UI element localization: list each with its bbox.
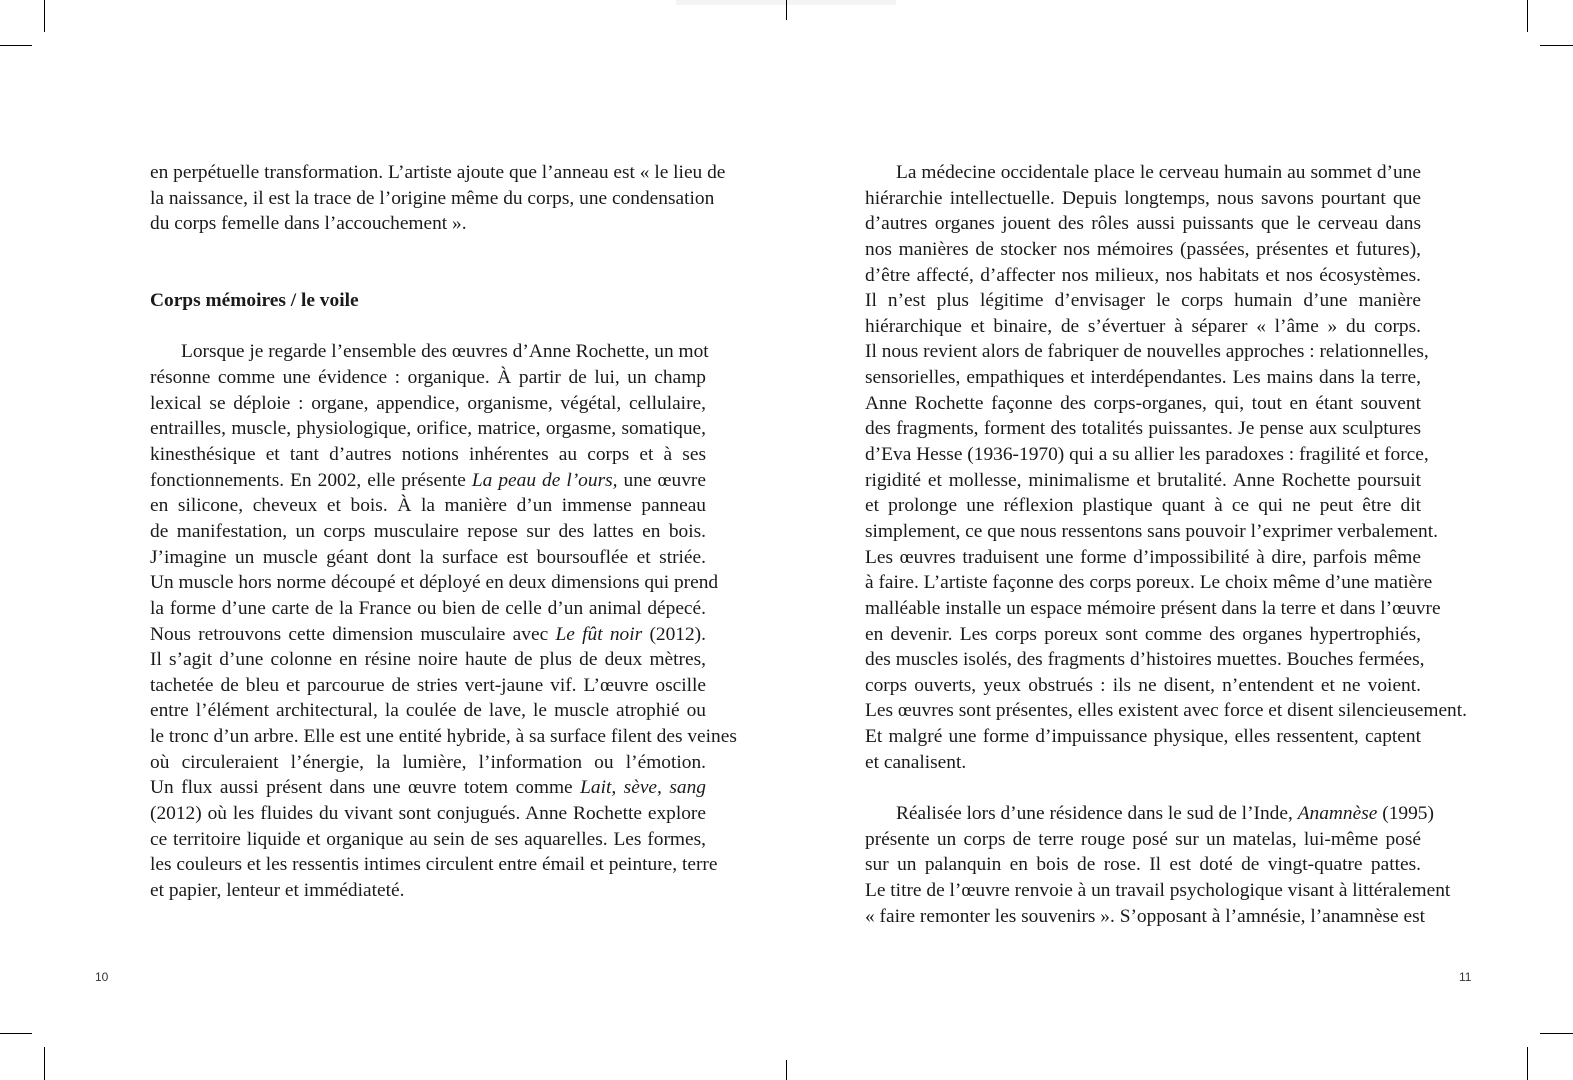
text-line: La médecine occidentale place le cerveau humain au sommet d’une — [896, 162, 1421, 183]
text-line: d’être affecté, d’affecter nos milieux, nos habitats et nos écosystèmes. — [865, 264, 1421, 286]
text-run: Un flux aussi présent dans une œuvre totem comme — [150, 777, 581, 799]
text-line: les couleurs et les ressentis intimes circulent entre émail et peinture, terre — [150, 854, 718, 876]
left-page — [0, 0, 786, 1080]
artwork-title: Anamnèse — [1297, 803, 1378, 825]
text-line: en devenir. Les corps poreux sont comme des organes hypertrophiés, — [865, 623, 1421, 645]
text-line: la forme d’une carte de la France ou bien de celle d’un animal dépecé. — [150, 597, 706, 619]
text-line: hiérarchie intellectuelle. Depuis longtemps, nous savons pourtant que — [865, 187, 1421, 209]
text-line: Un muscle hors norme découpé et déployé en deux dimensions qui prend — [150, 572, 719, 594]
text-run: Nous retrouvons cette dimension musculaire avec — [150, 623, 556, 645]
text-line: du corps femelle dans l’accouchement ». — [150, 213, 467, 235]
text-line: ce territoire liquide et organique au sein de ses aquarelles. Les formes, — [150, 828, 706, 850]
text-run: fonctionnements. En 2002, elle présente — [150, 469, 472, 491]
text-line — [150, 775, 706, 801]
body-paragraph — [865, 160, 1467, 775]
artwork-title: Lait, sève, sang — [580, 777, 706, 799]
right-text-block — [865, 160, 1467, 929]
page-number: 10 — [95, 970, 109, 984]
text-line: tachetée de bleu et parcourue de stries vert-jaune vif. L’œuvre oscille — [150, 674, 706, 696]
text-line: où circuleraient l’énergie, la lumière, l’information ou l’émotion. — [150, 751, 706, 773]
text-line: malléable installe un espace mémoire présent dans la terre et dans l’œuvre — [865, 597, 1441, 619]
text-line — [150, 622, 706, 648]
text-line: résonne comme une évidence : organique. À partir de lui, un champ — [150, 367, 706, 389]
text-line: nos manières de stocker nos mémoires (passées, présentes et futures), — [865, 238, 1421, 260]
text-line: corps ouverts, yeux obstrués : ils ne disent, n’entendent et ne voient. — [865, 674, 1421, 696]
text-run: une œuvre — [617, 469, 706, 491]
text-line — [865, 801, 1434, 827]
text-line: des muscles isolés, des fragments d’histoires muettes. Bouches fermées, — [865, 649, 1425, 671]
right-page — [786, 0, 1572, 1080]
text-line: rigidité et mollesse, minimalisme et brutalité. Anne Rochette poursuit — [865, 469, 1421, 491]
text-run: (2012). — [642, 623, 706, 645]
text-line: et papier, lenteur et immédiateté. — [150, 879, 405, 901]
text-line: simplement, ce que nous ressentons sans pouvoir l’exprimer verbalement. — [865, 520, 1438, 542]
text-line: en silicone, cheveux et bois. À la manière d’un immense panneau — [150, 495, 706, 517]
body-paragraph — [150, 339, 737, 903]
text-line: des fragments, forment des totalités puissantes. Je pense aux sculptures — [865, 418, 1421, 440]
text-line: à faire. L’artiste façonne des corps poreux. Le choix même d’une matière — [865, 572, 1433, 594]
intro-paragraph — [150, 160, 726, 237]
page-number: 11 — [1459, 970, 1472, 984]
artwork-title: Le fût noir — [555, 623, 643, 645]
text-line: Les œuvres sont présentes, elles existent avec force et disent silencieusement. — [865, 700, 1467, 722]
text-line: en perpétuelle transformation. L’artiste ajoute que l’anneau est « le lieu de — [150, 162, 726, 183]
body-paragraph — [865, 801, 1451, 929]
text-line: le tronc d’un arbre. Elle est une entité hybride, à sa surface filent des veines — [150, 726, 737, 748]
text-line: entrailles, muscle, physiologique, orifice, matrice, orgasme, somatique, — [150, 418, 706, 440]
text-line: sensorielles, empathiques et interdépendantes. Les mains dans la terre, — [865, 367, 1421, 389]
text-line: Les œuvres traduisent une forme d’impossibilité à dire, parfois même — [865, 546, 1421, 568]
text-line: de manifestation, un corps musculaire repose sur des lattes en bois. — [150, 520, 706, 542]
text-line: entre l’élément architectural, la coulée de lave, le muscle atrophié ou — [150, 700, 706, 722]
text-line: « faire remonter les souvenirs ». S’opposant à l’amnésie, l’anamnèse est — [865, 905, 1425, 927]
text-line: kinesthésique et tant d’autres notions inhérentes au corps et à ses — [150, 444, 706, 466]
text-line: Il n’est plus légitime d’envisager le corps humain d’une manière — [865, 290, 1421, 312]
text-run: (1995) — [1377, 803, 1434, 825]
text-line: sur un palanquin en bois de rose. Il est doté de vingt-quatre pattes. — [865, 854, 1421, 876]
text-line: J’imagine un muscle géant dont la surface est boursouflée et striée. — [150, 546, 706, 568]
text-run: Réalisée lors d’une résidence dans le sud de l’Inde, — [896, 803, 1298, 825]
text-line — [150, 468, 706, 494]
text-line: (2012) où les fluides du vivant sont conjugués. Anne Rochette explore — [150, 803, 706, 825]
text-line: la naissance, il est la trace de l’origine même du corps, une condensation — [150, 187, 715, 209]
text-line: présente un corps de terre rouge posé sur un matelas, lui-même posé — [865, 828, 1421, 850]
text-line: Il nous revient alors de fabriquer de nouvelles approches : relationnelles, — [865, 341, 1429, 363]
text-line: et canalisent. — [865, 751, 967, 773]
artwork-title: La peau de l’ours, — [471, 469, 618, 491]
text-line: Anne Rochette façonne des corps-organes, qui, tout en étant souvent — [865, 392, 1421, 414]
text-line: Il s’agit d’une colonne en résine noire haute de plus de deux mètres, — [150, 649, 706, 671]
section-heading: Corps mémoires / le voile — [150, 290, 359, 312]
text-line: lexical se déploie : organe, appendice, organisme, végétal, cellulaire, — [150, 392, 706, 414]
text-line: et prolonge une réflexion plastique quant à ce qui ne peut être dit — [865, 495, 1421, 517]
text-line: Et malgré une forme d’impuissance physique, elles ressentent, captent — [865, 726, 1421, 748]
text-line: d’Eva Hesse (1936-1970) qui a su allier les paradoxes : fragilité et force, — [865, 444, 1429, 466]
text-line: d’autres organes jouent des rôles aussi puissants que le cerveau dans — [865, 213, 1421, 235]
left-text-block — [150, 160, 737, 904]
text-line: hiérarchique et binaire, de s’évertuer à séparer « l’âme » du corps. — [865, 315, 1421, 337]
text-line: Lorsque je regarde l’ensemble des œuvres d’Anne Rochette, un mot — [181, 341, 709, 363]
text-line: Le titre de l’œuvre renvoie à un travail psychologique visant à littéralement — [865, 879, 1451, 901]
